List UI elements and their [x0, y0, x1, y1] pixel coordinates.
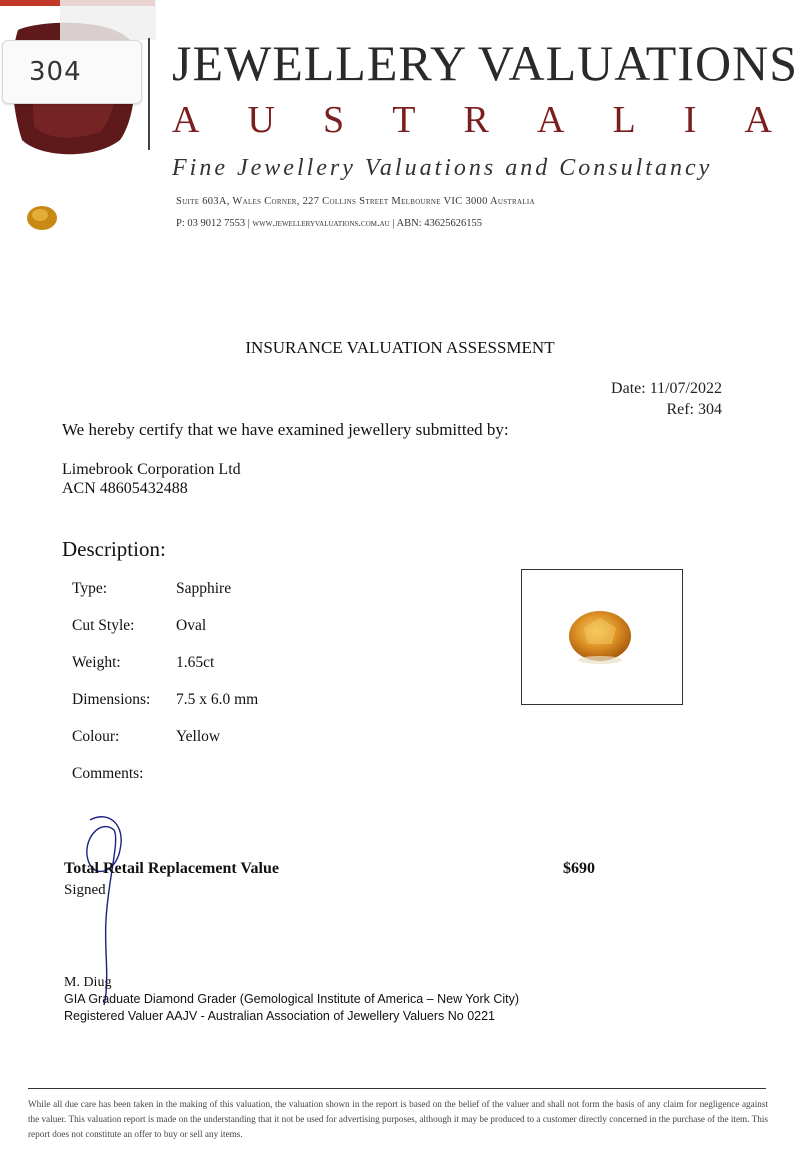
description-heading: Description:	[62, 537, 166, 561]
disclaimer-text: While all due care has been taken in the making of this valuation, the valuation shown in the report is based on the belief of the valuer and shall not form the basis of any claim for negligence against the valuer. This valuation report is made on the understanding that it not be used for advertising purposes, although it may be produced to a customer directly concerned in the purchase of the item. This report does not constitute an offer to buy or sell any items.	[28, 1099, 768, 1139]
country-letter: L	[612, 99, 636, 141]
letterhead-divider	[148, 38, 150, 150]
total-value-label: Total Retail Replacement Value	[64, 860, 279, 877]
country-letter: A	[536, 99, 565, 141]
tape	[60, 0, 156, 40]
valuer-credential: GIA Graduate Diamond Grader (Gemological Institute of America – New York City)	[64, 992, 520, 1006]
separator: |	[392, 218, 395, 229]
row-value: Yellow	[176, 728, 221, 745]
valuer-credential: Registered Valuer AAJV - Australian Association of Jewellery Valuers No 0221	[64, 1009, 496, 1023]
footer-divider	[28, 1088, 766, 1089]
country-letter: R	[463, 99, 489, 141]
company-address: Suite 603A, Wales Corner, 227 Collins Street Melbourne VIC 3000 Australia	[176, 196, 535, 207]
valuer-name: M. Diug	[64, 975, 112, 990]
sticker-label	[2, 40, 142, 104]
row-value: 1.65ct	[176, 654, 215, 671]
date-ref-block	[611, 378, 722, 420]
row-value: 7.5 x 6.0 mm	[176, 691, 259, 708]
company-contact	[176, 218, 482, 229]
signed-label: Signed	[64, 882, 106, 898]
country-letter: U	[247, 99, 275, 141]
document-title: INSURANCE VALUATION ASSESSMENT	[245, 338, 555, 357]
client-block	[62, 460, 241, 498]
company-abn: ABN: 43625626155	[396, 218, 482, 229]
company-phone: P: 03 9012 7553	[176, 218, 246, 229]
row-label: Colour:	[72, 728, 120, 745]
gem-photo-frame	[521, 569, 683, 705]
company-country	[172, 98, 772, 142]
country-letter: I	[683, 99, 697, 141]
certify-statement: We hereby certify that we have examined jewellery submitted by:	[62, 420, 509, 439]
sapphire-gem-icon	[522, 570, 682, 704]
company-website[interactable]: www.jewelleryvaluations.com.au	[252, 218, 390, 229]
document-ref: Ref: 304	[666, 401, 722, 418]
country-letter: S	[323, 99, 345, 141]
row-value: Sapphire	[176, 580, 232, 597]
total-value-amount: $690	[563, 860, 595, 877]
row-label: Weight:	[72, 654, 121, 671]
country-letter: A	[172, 99, 200, 141]
row-label: Comments:	[72, 765, 144, 782]
sticker-number: 304	[29, 57, 82, 87]
row-label: Cut Style:	[72, 617, 135, 634]
document-date: Date: 11/07/2022	[611, 380, 722, 397]
row-label: Dimensions:	[72, 691, 151, 708]
row-value: Oval	[176, 617, 207, 634]
separator: |	[247, 218, 250, 229]
client-name: Limebrook Corporation Ltd	[62, 461, 241, 478]
client-acn: ACN 48605432488	[62, 480, 188, 497]
country-letter: T	[392, 99, 416, 141]
company-tagline: Fine Jewellery Valuations and Consultancy	[172, 155, 713, 181]
company-name: JEWELLERY VALUATIONS	[172, 35, 799, 91]
wax-seal-area	[0, 0, 150, 250]
country-letter: A	[744, 99, 772, 141]
row-label: Type:	[72, 580, 108, 597]
